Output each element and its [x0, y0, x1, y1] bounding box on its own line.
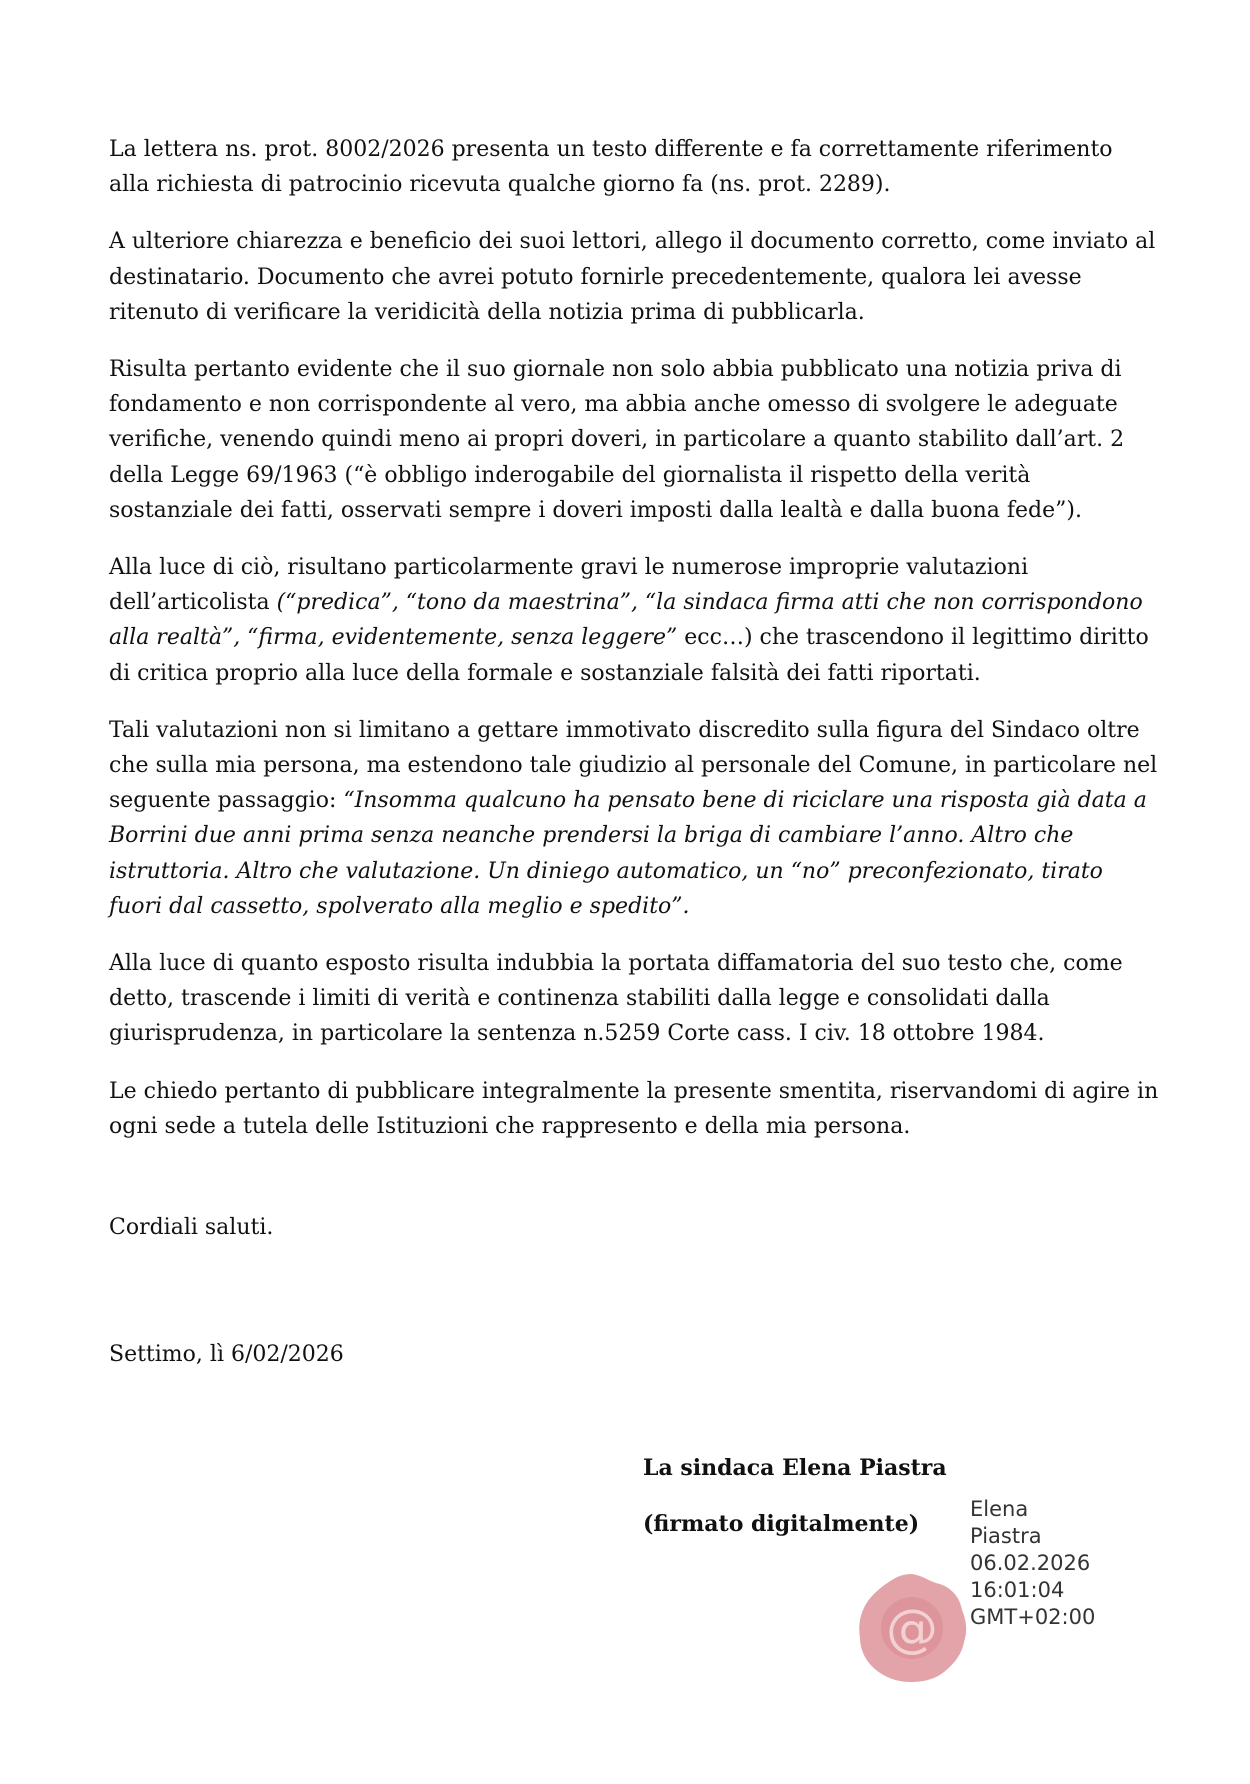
stamp-date: 06.02.2026: [970, 1551, 1091, 1575]
paragraph-text: ecc…) che trascendono il legittimo diritto di critica proprio alla luce della formale e sostanziale falsità dei fatti riportati.: [109, 625, 1149, 686]
paragraph-request-publication: [109, 1074, 1159, 1144]
stamp-first-name: Elena: [970, 1497, 1029, 1521]
closing-greeting: Cordiali saluti.: [109, 1215, 274, 1240]
paragraph-attached-document: [109, 224, 1159, 330]
paragraph-text: Alla luce di ciò, risultano particolarmente gravi le numerose improprie valutazioni dell’articolista: [109, 555, 1029, 616]
paragraph-text: Le chiedo pertanto di pubblicare integralmente la presente smentita, riservandomi di agire in ogni sede a tutela delle Istituzioni che rappresento e della mia persona.: [109, 1078, 1159, 1139]
paragraph-text: Risulta pertanto evidente che il suo giornale non solo abbia pubblicato una notizia priva di fondamento e non corrispondente al vero, ma abbia anche omesso di svolgere le adeguate verifiche, venendo quindi meno ai propri doveri, in particolare a quanto stabilito dall’art. 2 della Legge 69/1963 (“è obbligo inderogabile del giornalista il rispetto della verità sostanziale dei fatti, osservati sempre i doveri imposti dalla lealtà e dalla buona fede”).: [109, 357, 1125, 523]
paragraph-text: Alla luce di quanto esposto risulta indubbia la portata diffamatoria del suo testo che, come detto, trascende i limiti di verità e continenza stabiliti dalla legge e consolidati dalla giurisprudenza, in particolare la sentenza n.5259 Corte cass. I civ. 18 ottobre 1984.: [109, 951, 1123, 1047]
at-sign-glyph: @: [886, 1599, 938, 1659]
letter-body: [109, 132, 1159, 1166]
paragraph-defamation: [109, 946, 1159, 1052]
quoted-passage: “Insomma qualcuno ha pensato bene di riciclare una risposta già data a Borrini due anni prima senza neanche prendersi la briga di cambiare l’anno. Altro che istruttoria. Altro che valutazione. Un diniego automatico, un “no” preconfezionato, tirato fuori dal cassetto, spolverato alla meglio e spedito”.: [109, 788, 1147, 919]
stamp-last-name: Piastra: [970, 1524, 1042, 1548]
paragraph-staff-discredit: [109, 713, 1159, 924]
paragraph-protocol-reference: [109, 132, 1159, 202]
place-date: Settimo, lì 6/02/2026: [109, 1342, 344, 1367]
stamp-timezone: GMT+02:00: [970, 1605, 1096, 1629]
signer-name: La sindaca Elena Piastra: [643, 1455, 947, 1481]
paragraph-text: La lettera ns. prot. 8002/2026 presenta un testo differente e fa correttamente riferimento alla richiesta di patrocinio ricevuta qualche giorno fa (ns. prot. 2289).: [109, 137, 1113, 198]
paragraph-text: A ulteriore chiarezza e beneficio dei suoi lettori, allego il documento corretto, come inviato al destinatario. Documento che avrei potuto fornirle precedentemente, qualora lei avesse ritenuto di verificare la veridicità della notizia prima di pubblicarla.: [109, 229, 1156, 325]
digital-signature-note: (firmato digitalmente): [643, 1511, 920, 1537]
paragraph-law-reference: [109, 352, 1159, 528]
paragraph-improper-evaluations: [109, 550, 1159, 691]
quoted-expressions: (“predica”, “tono da maestrina”, “la sindaca firma atti che non corrispondono alla realtà”, “firma, evidentemente, senza leggere”: [109, 590, 1143, 651]
stamp-time: 16:01:04: [970, 1578, 1065, 1602]
paragraph-text: Tali valutazioni non si limitano a gettare immotivato discredito sulla figura del Sindaco oltre che sulla mia persona, ma estendono tale giudizio al personale del Comune, in particolare nel seguente passaggio:: [109, 717, 1158, 814]
wax-seal-at-icon: [852, 1568, 972, 1688]
signature-stamp-details: [970, 1496, 1095, 1631]
